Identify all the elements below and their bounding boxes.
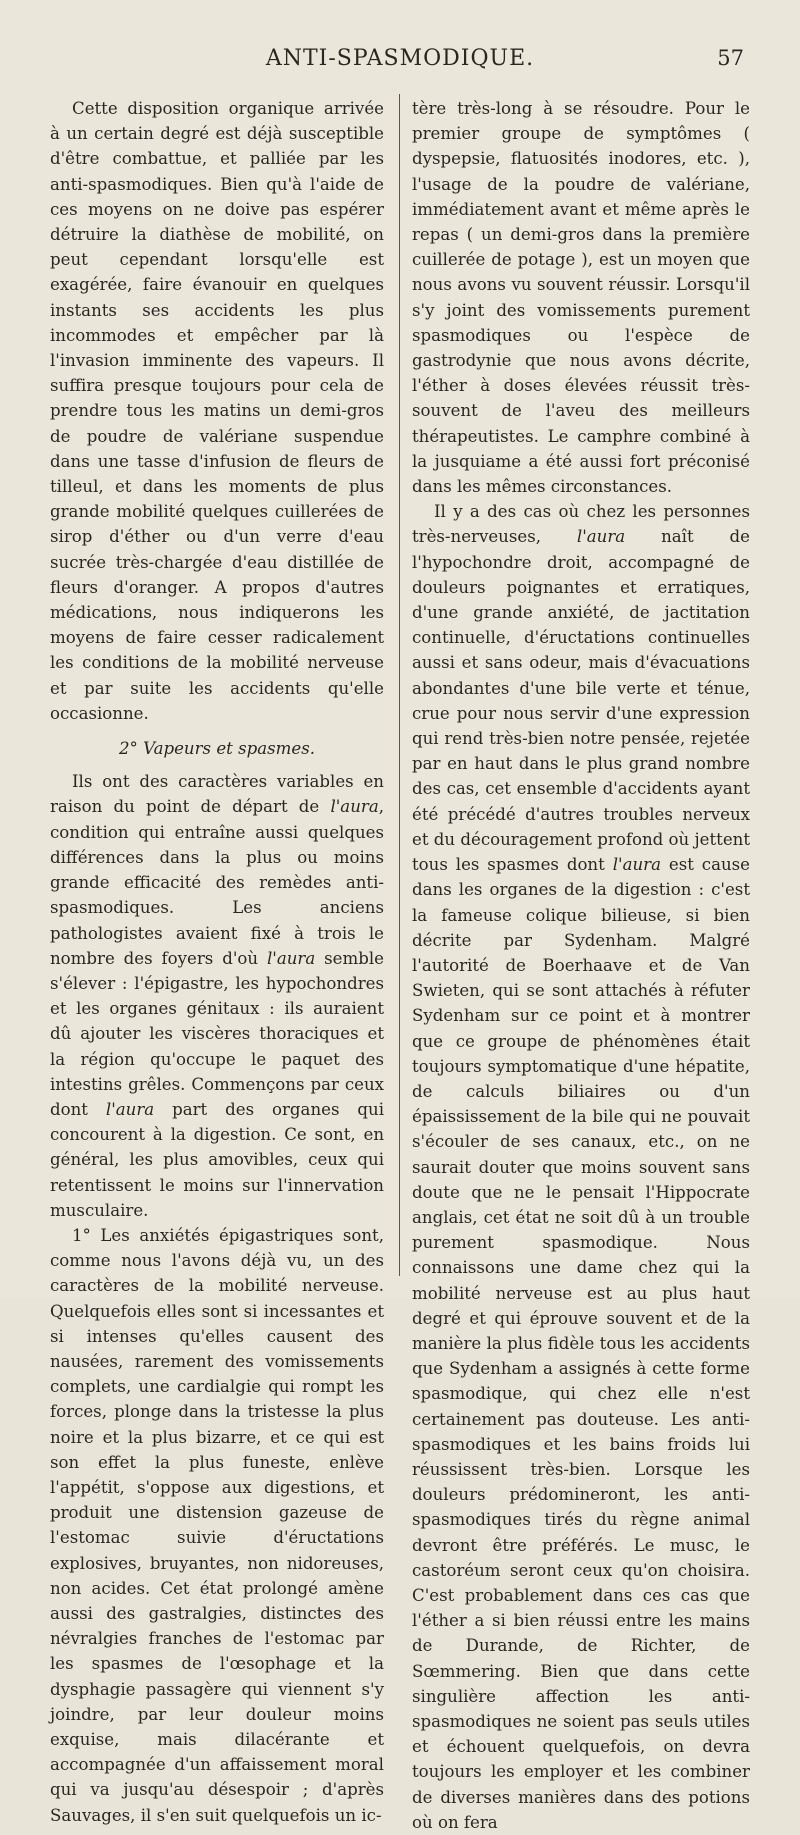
- running-title: ANTI-SPASMODIQUE.: [265, 46, 535, 71]
- text-run: semble s'élever : l'épigastre, les hypochondres et les organes génitaux : ils auraient dû ajouter les viscères thoraciques et la région qu'occupe le paquet des intestins grêles. Commençons par ceux dont: [50, 948, 384, 1119]
- paragraph: [50, 769, 384, 1223]
- paragraph: 1° Les anxiétés épigastriques sont, comme nous l'avons déjà vu, un des caractères de la mobilité nerveuse. Quelquefois elles sont si incessantes et si intenses qu'elles causent des nausées, rarement des vomissements complets, une cardialgie qui rompt les forces, plonge dans la tristesse la plus noire et la plus bizarre, et ce qui est son effet la plus funeste, enlève l'appétit, s'oppose aux digestions, et produit une distension gazeuse de l'estomac suivie d'éructations explosives, bruyantes, non nidoreuses, non acides. Cet état prolongé amène aussi des gastralgies, distinctes des névralgies franches de l'estomac par les spasmes de l'œsophage et la dysphagie passagère qui viennent s'y joindre, par leur douleur moins exquise, mais dilacérante et accompagnée d'un affaissement moral qui va jusqu'au désespoir ; d'après Sauvages, il s'en suit quelquefois un ic-: [50, 1225, 384, 1825]
- italic-term: l'aura: [105, 1099, 155, 1119]
- italic-term: l'aura: [330, 797, 379, 817]
- text-run: , condition qui entraîne aussi quelques différences dans la plus ou moins grande efficacité des remèdes anti-spasmodiques. Les anciens pathologistes avaient fixé à trois le nombre des foyers d'où: [50, 797, 384, 968]
- paragraph: [412, 499, 750, 1835]
- text-run: naît de l'hypochondre droit, accompagné de douleurs poignantes et erratiques, d'une grande anxiété, de jactitation continuelle, d'éructations continuelles aussi et sans odeur, mais d'évacuations abondantes d'une bile verte et ténue, crue pour nous servir d'une expression qui rend très-bien notre pensée, rejetée par en haut dans le plus grand nombre des cas, cet ensemble d'accidents ayant été précédé d'autres troubles nerveux et du découragement profond où jettent tous les spasmes dont: [412, 527, 750, 875]
- text-run: part des organes qui concourent à la digestion. Ce sont, en général, les plus amovibles, ceux qui retentissent le moins sur l'innervation musculaire.: [50, 1099, 384, 1220]
- italic-term: l'aura: [612, 855, 661, 875]
- page-header: [40, 42, 760, 82]
- italic-term: l'aura: [576, 527, 626, 547]
- paragraph: Cette disposition organique arrivée à un certain degré est déjà susceptible d'être combattue, et palliée par les anti-spasmodiques. Bien qu'à l'aide de ces moyens on ne doive pas espérer détruire la diathèse de mobilité, on peut cependant lorsqu'elle est exagérée, faire évanouir en quelques instants ses accidents les plus incommodes et empêcher par là l'invasion imminente des vapeurs. Il suffira presque toujours pour cela de prendre tous les matins un demi-gros de poudre de valériane suspendue dans une tasse d'infusion de fleurs de tilleul, et dans les moments de plus grande mobilité quelques cuillerées de sirop d'éther ou d'un verre d'eau sucrée très-chargée d'eau distillée de fleurs d'oranger. A propos d'autres médications, nous indiquerons les moyens de faire cesser radicalement les conditions de la mobilité nerveuse et par suite les accidents qu'elle occasionne.: [50, 99, 384, 723]
- section-subheading: 2° Vapeurs et spasmes.: [119, 739, 315, 759]
- text-run: Il y a des cas où chez les personnes très-nerveuses,: [412, 502, 750, 547]
- left-column: [50, 96, 384, 1828]
- text-run: Ils ont des caractères variables en raison du point de départ de: [50, 772, 384, 817]
- italic-term: l'aura: [266, 948, 316, 968]
- paragraph: tère très-long à se résoudre. Pour le premier groupe de symptômes ( dyspepsie, flatuosités inodores, etc. ), l'usage de la poudre de valériane, immédiatement avant et même après le repas ( un demi-gros dans la première cuillerée de potage ), est un moyen que nous avons vu souvent réussir. Lorsqu'il s'y joint des vomissements purement spasmodiques ou l'espèce de gastrodynie que nous avons décrite, l'éther à doses élevées réussit très-souvent de l'aveu des meilleurs thérapeutistes. Le camphre combiné à la jusquiame a été aussi fort préconisé dans les mêmes circonstances.: [412, 99, 750, 497]
- page-number: 57: [717, 46, 744, 70]
- right-column: [412, 96, 750, 1835]
- column-divider: [399, 94, 400, 1276]
- text-run: est cause dans les organes de la digestion : c'est la fameuse colique bilieuse, si bien décrite par Sydenham. Malgré l'autorité de Boerhaave et de Van Swieten, qui se sont attachés à réfuter Sydenham sur ce point et à montrer que ce groupe de phénomènes était toujours symptomatique d'une hépatite, de calculs biliaires ou d'un épaississement de la bile qui ne pouvait s'écouler de ses canaux, etc., on ne saurait douter que moins souvent sans doute que ne le pensait l'Hippocrate anglais, cet état ne soit dû à un trouble purement spasmodique. Nous connaissons une dame chez qui la mobilité nerveuse est au plus haut degré et qui éprouve souvent et de la manière la plus fidèle tous les accidents que Sydenham a assignés à cette forme spasmodique, qui chez elle n'est certainement pas douteuse. Les anti-spasmodiques et les bains froids lui réussissent très-bien. Lorsque les douleurs prédomineront, les anti-spasmodiques tirés du règne animal devront être préférés. Le musc, le castoréum seront ceux qu'on choisira. C'est probablement dans ces cas que l'éther a si bien réussi entre les mains de Durande, de Richter, de Sœmmering. Bien que dans cette singulière affection les anti-spasmodiques ne soient pas seuls utiles et échouent quelquefois, on devra toujours les employer et les combiner de diverses manières dans des potions où on fera: [412, 855, 750, 1832]
